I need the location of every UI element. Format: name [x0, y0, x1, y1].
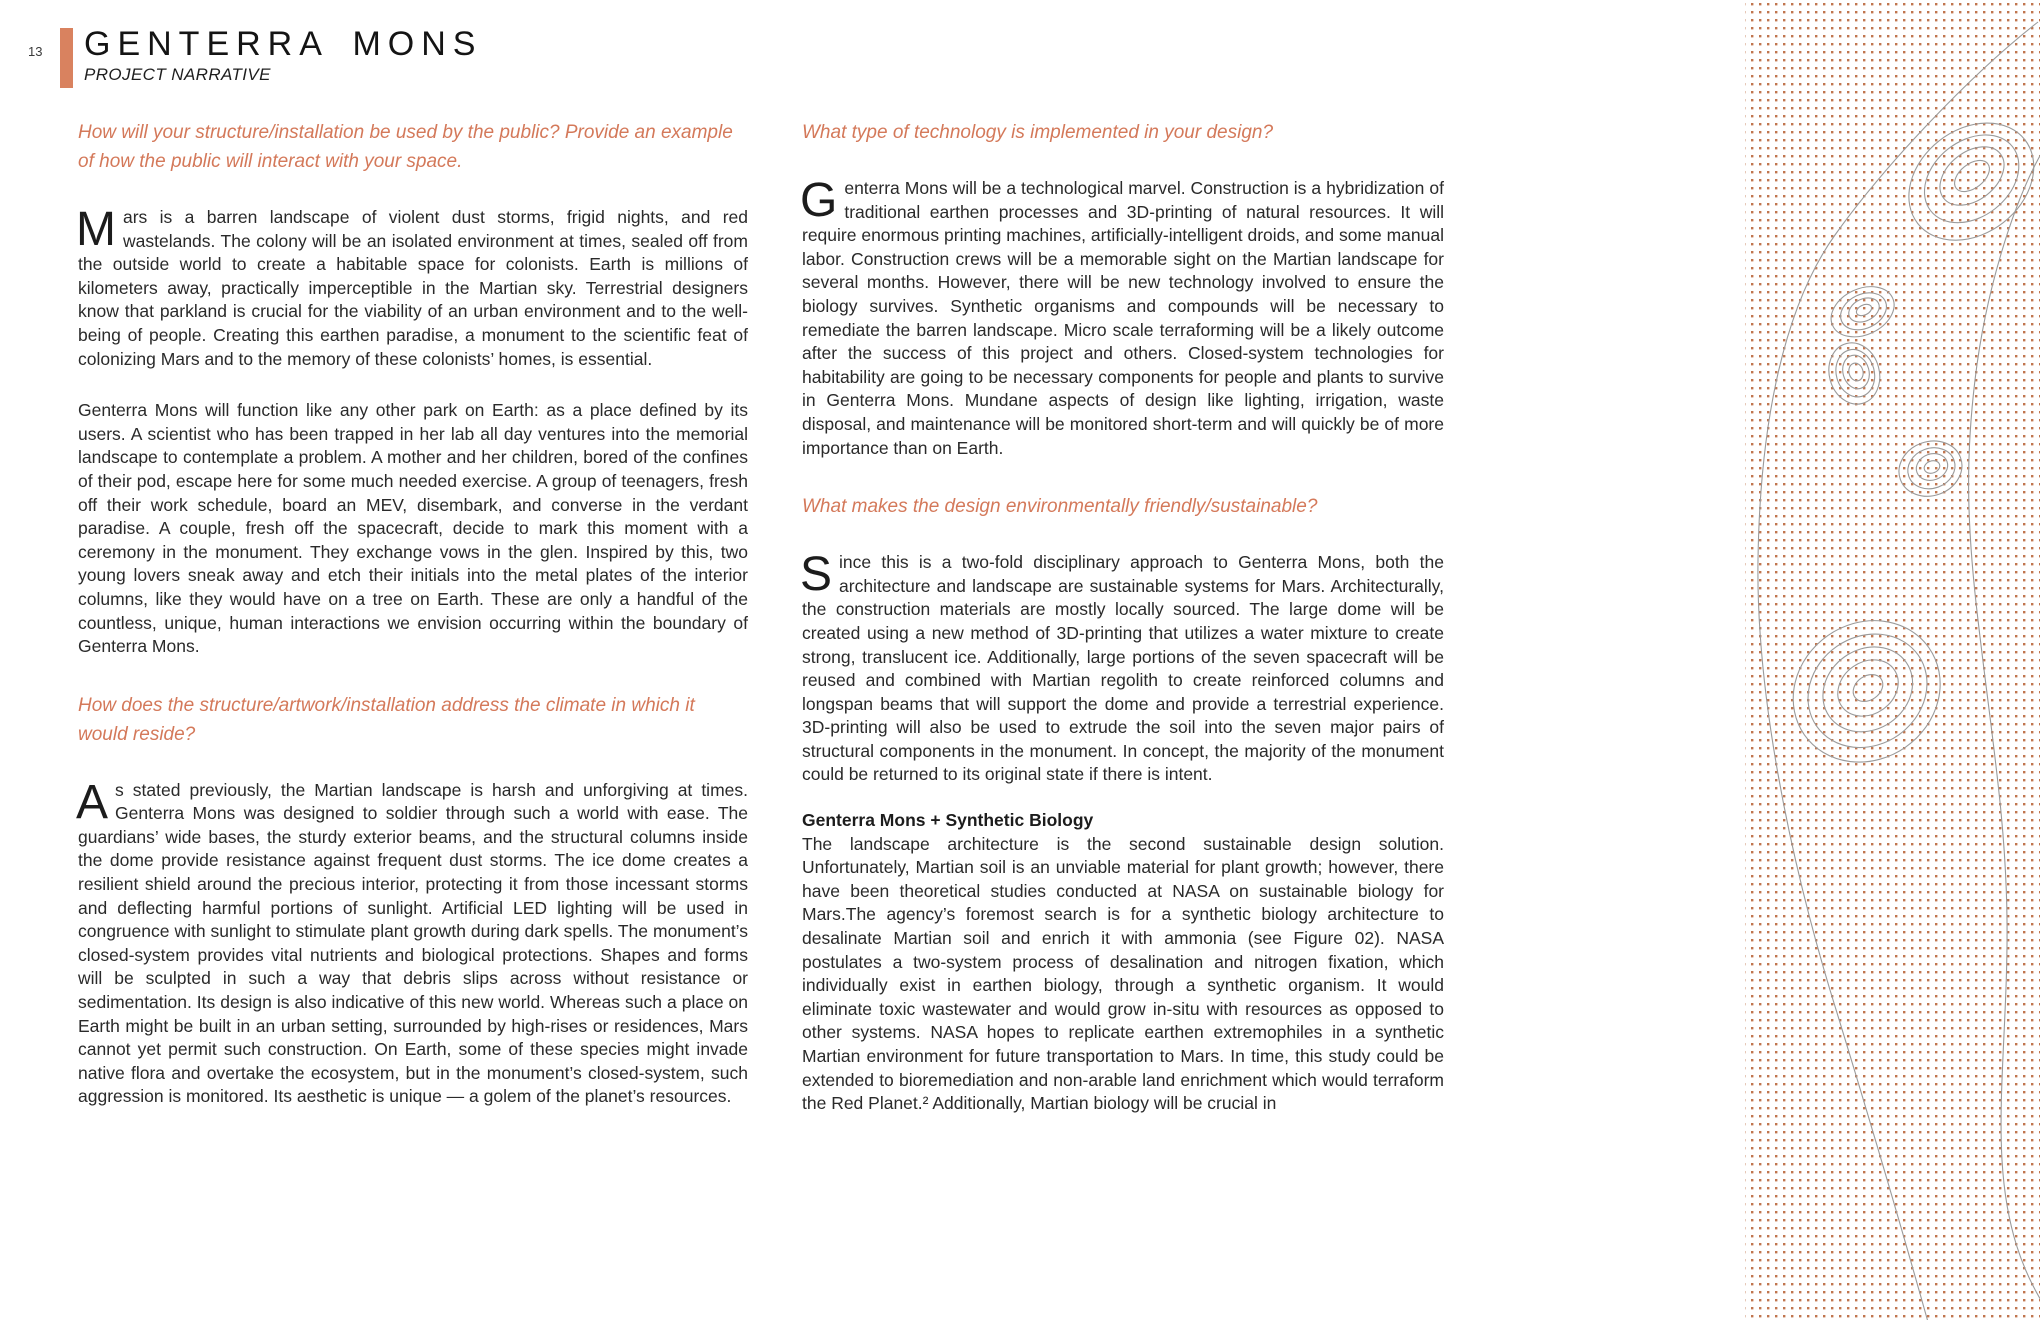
- accent-bar: [60, 28, 73, 88]
- paragraph-text: s stated previously, the Martian landscape is harsh and unforgiving at times. Genterra Mons was designed to soldier through such a world with ease. The guardians’ wide bases, the sturdy exterior beams, and the structural columns inside the dome provide resistance against frequent dust storms. The ice dome creates a resilient shield around the precious interior, protecting it from those incessant storms and deflecting harmful portions of sunlight. Artificial LED lighting will be used in congruence with sunlight to stimulate plant growth during dark spells. The monument’s closed-system provides vital nutrients and biological protections. Shapes and forms will be sculpted in such a way that debris slips across without resistance or sedimentation. Its design is also indicative of this new world. Whereas such a place on Earth might be built in an urban setting, surrounded by high-rises or residences, Mars cannot yet permit such construction. On Earth, some of these species might invade native flora and overtake the ecosystem, but in the monument’s closed-system, such aggression is monitored. Its aesthetic is unique — a golem of the planet’s resources.: [78, 779, 748, 1107]
- section-subheading: Genterra Mons + Synthetic Biology: [802, 810, 1094, 831]
- body-paragraph: [76, 203, 748, 371]
- drop-cap: G: [800, 174, 838, 227]
- body-paragraph: Genterra Mons will function like any other park on Earth: as a place defined by its users. A scientist who has been trapped in her lab all day ventures into the memorial landscape to contemplate a problem. A mother and her children, bored of the confines of their pod, escape here for some much needed exercise. A group of teenagers, fresh off their work schedule, board an MEV, disembark, and converse in the verdant paradise. A couple, fresh off the spacecraft, decide to mark this moment with a ceremony in the monument. They exchange vows in the glen. Inspired by this, two young lovers sneak away and etch their initials into the metal plates of the interior columns, like they would have on a tree on Earth. These are only a handful of the countless, unique, human interactions we envision occurring within the boundary of Genterra Mons.: [78, 400, 748, 657]
- title-block: [84, 26, 482, 85]
- drop-cap: S: [800, 548, 833, 602]
- left-text-column: [78, 118, 748, 1109]
- question-heading: How will your structure/installation be used by the public? Provide an example of how the public will interact with your space.: [78, 122, 733, 172]
- question-heading: What type of technology is implemented in your design?: [802, 122, 1274, 143]
- topographic-contour-graphic: [1340, 0, 2040, 1320]
- dot-grid-pattern: [1745, 0, 2040, 1320]
- paragraph-text: enterra Mons will be a technological marvel. Construction is a hybridization of traditional earthen processes and 3D-printing of natural resources. It will require enormous printing machines, artificially-intelligent droids, and some manual labor. Construction crews will be a memorable sight on the Martian landscape for several months. However, there will be new technology involved to ensure the biology survives. Synthetic organisms and compounds will be necessary to remediate the barren landscape. Micro scale terraforming will be a likely outcome after the success of this project and others. Closed-system technologies for habitability are going to be necessary components for people and plants to survive in Genterra Mons. Mundane aspects of design like lighting, irrigation, waste disposal, and maintenance will be monitored short-term and will quickly be of more importance than on Earth.: [802, 178, 1444, 458]
- paragraph-text: ince this is a two-fold disciplinary approach to Genterra Mons, both the architecture and landscape are sustainable systems for Mars. Architecturally, the construction materials are mostly locally sourced. The large dome will be created using a new method of 3D-printing that utilizes a water mixture to create strong, translucent ice. Additionally, large portions of the seven spacecraft will be reused and combined with Martian regolith to create reinforced columns and longspan beams that will support the dome and provide a terrestrial experience. 3D-printing will also be used to extrude the soil into the seven major pairs of structural components in the monument. In concept, the majority of the monument could be returned to its original state if there is intent.: [802, 552, 1444, 785]
- body-paragraph: The landscape architecture is the second sustainable design solution. Unfortunately, Martian soil is an unviable material for plant growth; however, there have been theoretical studies conducted at NASA on sustainable biology for Mars.The agency’s foremost search is for a synthetic biology architecture to desalinate Martian soil and enrich it with ammonia (see Figure 02). NASA postulates a two-system process of desalination and nitrogen fixation, which individually exist in earthen biology, through a synthetic organism. It would eliminate toxic wastewater and would grow in-situ with resources as opposed to other systems. NASA hopes to replicate earthen extremophiles in a synthetic Martian environment for future transportation to Mars. In time, this study could be extended to bioremediation and non-arable land enrichment which would terraform the Red Planet.² Additionally, Martian biology will be crucial in: [802, 833, 1444, 1114]
- page-subtitle: PROJECT NARRATIVE: [84, 65, 271, 84]
- page-number: 13: [28, 44, 43, 59]
- question-heading: How does the structure/artwork/installation address the climate in which it would reside?: [78, 694, 695, 745]
- drop-cap: M: [76, 203, 116, 256]
- question-heading: What makes the design environmentally friendly/sustainable?: [802, 496, 1318, 518]
- paragraph-text: ars is a barren landscape of violent dust storms, frigid nights, and red wastelands. The colony will be an isolated environment at times, sealed off from the outside world to create a habitable space for colonists. Earth is millions of kilometers away, practically imperceptible in the Martian sky. Terrestrial designers know that parkland is crucial for the viability of an urban environment and to the well-being of people. Creating this earthen paradise, a monument to the scientific feat of colonizing Mars and to the memory of these colonists’ homes, is essential.: [78, 207, 748, 369]
- body-paragraph: [76, 775, 748, 1109]
- page-title: GENTERRA MONS: [84, 25, 483, 63]
- drop-cap: A: [76, 775, 109, 829]
